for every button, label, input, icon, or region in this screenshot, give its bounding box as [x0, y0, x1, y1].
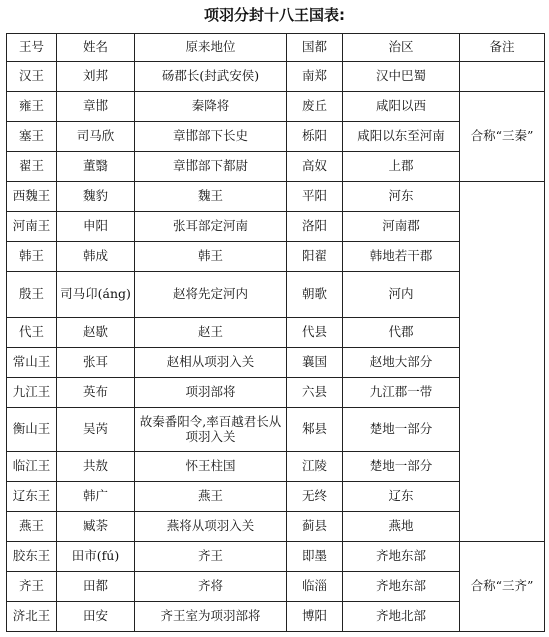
cell-king: 燕王 [7, 512, 57, 542]
cell-capital: 代县 [287, 318, 343, 348]
cell-status: 赵王 [135, 318, 287, 348]
cell-name: 赵歇 [57, 318, 135, 348]
cell-status: 赵相从项羽入关 [135, 348, 287, 378]
cell-name: 韩广 [57, 482, 135, 512]
header-capital: 国都 [287, 34, 343, 62]
cell-region: 楚地一部分 [343, 452, 460, 482]
cell-region: 辽东 [343, 482, 460, 512]
cell-capital: 南郑 [287, 62, 343, 92]
cell-capital: 废丘 [287, 92, 343, 122]
cell-capital: 临淄 [287, 572, 343, 602]
cell-region: 代郡 [343, 318, 460, 348]
cell-name: 章邯 [57, 92, 135, 122]
cell-region: 咸阳以西 [343, 92, 460, 122]
cell-capital: 平阳 [287, 182, 343, 212]
cell-region: 燕地 [343, 512, 460, 542]
cell-region: 河东 [343, 182, 460, 212]
cell-region: 韩地若干郡 [343, 242, 460, 272]
cell-capital: 六县 [287, 378, 343, 408]
cell-region: 齐地北部 [343, 602, 460, 632]
cell-name: 共敖 [57, 452, 135, 482]
cell-name: 韩成 [57, 242, 135, 272]
cell-king: 济北王 [7, 602, 57, 632]
cell-king: 韩王 [7, 242, 57, 272]
cell-status: 砀郡长(封武安侯) [135, 62, 287, 92]
cell-status: 故秦番阳令,率百越君长从项羽入关 [135, 408, 287, 452]
cell-note-three-qin: 合称“三秦” [460, 92, 545, 182]
cell-king: 临江王 [7, 452, 57, 482]
cell-name: 魏豹 [57, 182, 135, 212]
cell-region: 齐地东部 [343, 572, 460, 602]
cell-name: 田安 [57, 602, 135, 632]
cell-capital: 邾县 [287, 408, 343, 452]
table-row [7, 542, 545, 572]
cell-name: 司马卬(áng) [57, 272, 135, 318]
cell-status: 赵将先定河内 [135, 272, 287, 318]
table-row [7, 62, 545, 92]
cell-king: 胶东王 [7, 542, 57, 572]
cell-king: 齐王 [7, 572, 57, 602]
cell-name: 英布 [57, 378, 135, 408]
cell-status: 章邯部下都尉 [135, 152, 287, 182]
header-status: 原来地位 [135, 34, 287, 62]
cell-status: 怀王柱国 [135, 452, 287, 482]
cell-capital: 栎阳 [287, 122, 343, 152]
cell-king: 翟王 [7, 152, 57, 182]
header-row [7, 34, 545, 62]
cell-name: 田都 [57, 572, 135, 602]
cell-status: 齐王 [135, 542, 287, 572]
cell-name: 董翳 [57, 152, 135, 182]
cell-region: 齐地东部 [343, 542, 460, 572]
cell-status: 韩王 [135, 242, 287, 272]
cell-status: 张耳部定河南 [135, 212, 287, 242]
table-title: 项羽分封十八王国表: [204, 6, 345, 24]
cell-status: 魏王 [135, 182, 287, 212]
cell-name: 张耳 [57, 348, 135, 378]
cell-note-empty [460, 62, 545, 92]
header-king: 王号 [7, 34, 57, 62]
header-name: 姓名 [57, 34, 135, 62]
cell-capital: 洛阳 [287, 212, 343, 242]
cell-region: 汉中巴蜀 [343, 62, 460, 92]
cell-capital: 襄国 [287, 348, 343, 378]
cell-region: 赵地大部分 [343, 348, 460, 378]
cell-king: 衡山王 [7, 408, 57, 452]
cell-king: 汉王 [7, 62, 57, 92]
cell-name: 司马欣 [57, 122, 135, 152]
cell-region: 咸阳以东至河南 [343, 122, 460, 152]
cell-king: 河南王 [7, 212, 57, 242]
cell-capital: 阳翟 [287, 242, 343, 272]
cell-king: 殷王 [7, 272, 57, 318]
cell-status: 燕王 [135, 482, 287, 512]
cell-status: 齐将 [135, 572, 287, 602]
cell-status: 秦降将 [135, 92, 287, 122]
cell-region: 河内 [343, 272, 460, 318]
cell-name: 臧荼 [57, 512, 135, 542]
cell-name: 刘邦 [57, 62, 135, 92]
cell-capital: 博阳 [287, 602, 343, 632]
cell-capital: 江陵 [287, 452, 343, 482]
header-region: 治区 [343, 34, 460, 62]
cell-note-empty [460, 182, 545, 542]
cell-status: 章邯部下长史 [135, 122, 287, 152]
cell-region: 河南郡 [343, 212, 460, 242]
cell-capital: 高奴 [287, 152, 343, 182]
cell-name: 申阳 [57, 212, 135, 242]
cell-king: 塞王 [7, 122, 57, 152]
kings-table [6, 33, 545, 632]
cell-king: 雍王 [7, 92, 57, 122]
table-row [7, 182, 545, 212]
table-body [7, 62, 545, 632]
cell-region: 上郡 [343, 152, 460, 182]
cell-note-three-qi: 合称“三齐” [460, 542, 545, 632]
cell-capital: 朝歌 [287, 272, 343, 318]
cell-name: 吴芮 [57, 408, 135, 452]
cell-king: 辽东王 [7, 482, 57, 512]
cell-king: 西魏王 [7, 182, 57, 212]
table-row [7, 92, 545, 122]
cell-region: 楚地一部分 [343, 408, 460, 452]
header-note: 备注 [460, 34, 545, 62]
cell-king: 常山王 [7, 348, 57, 378]
cell-name: 田市(fú) [57, 542, 135, 572]
cell-status: 燕将从项羽入关 [135, 512, 287, 542]
cell-capital: 无终 [287, 482, 343, 512]
cell-capital: 蓟县 [287, 512, 343, 542]
cell-status: 项羽部将 [135, 378, 287, 408]
cell-status: 齐王室为项羽部将 [135, 602, 287, 632]
cell-capital: 即墨 [287, 542, 343, 572]
cell-king: 代王 [7, 318, 57, 348]
cell-king: 九江王 [7, 378, 57, 408]
cell-region: 九江郡一带 [343, 378, 460, 408]
